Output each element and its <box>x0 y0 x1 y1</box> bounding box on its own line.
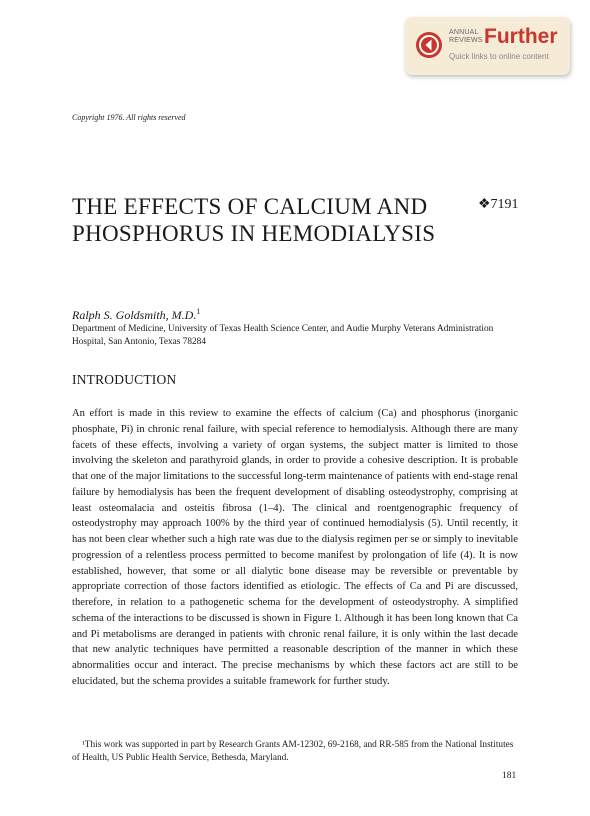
author-name: Ralph S. Goldsmith, M.D. <box>72 308 197 322</box>
funding-footnote-text: ¹This work was supported in part by Research Grants AM-12302, 69-2168, and RR-585 from the National Institutes of Health, US Public Health Service, Bethesda, Maryland. <box>72 740 514 763</box>
copyright-notice: Copyright 1976. All rights reserved <box>72 113 186 122</box>
article-number: ❖7191 <box>478 197 519 212</box>
further-logo-icon <box>415 31 443 59</box>
quick-links-label: Quick links to online content <box>449 52 549 61</box>
author-affiliation: Department of Medicine, University of Texas Health Science Center, and Audie Murphy Veterans Administration Hospital, San Antonio, Texas 78284 <box>72 324 494 347</box>
annual-reviews-further-banner[interactable] <box>405 17 570 75</box>
article-title: THE EFFECTS OF CALCIUM AND PHOSPHORUS IN HEMODIALYSIS <box>72 194 436 246</box>
author-line <box>72 307 200 323</box>
author-footnote-mark: 1 <box>196 307 201 316</box>
funding-footnote <box>72 739 518 764</box>
page-number: 181 <box>502 771 517 781</box>
further-label: Further <box>484 25 558 48</box>
annual-reviews-label: ANNUAL REVIEWS <box>449 29 483 44</box>
section-heading-introduction: INTRODUCTION <box>72 372 177 387</box>
introduction-body: An effort is made in this review to examine the effects of calcium (Ca) and phosphorus (inorganic phosphate, Pi) in chronic renal failure, with special reference to hemodialysis. Although there are many facets of these effects, involving a variety of organ systems, the subject matter is limited to those involving the skeleton and parathyroid glands, in order to provide a cohesive description. It is probable that one of the major limitations to the successful long-term maintenance of patients with end-stage renal failure by hemodialysis has been the frequent development of disabling osteodystrophy, comprising at least osteomalacia and osteitis fibrosa (1–4). The clinical and roentgenographic frequency of osteodystrophy may approach 100% by the third year of continued hemodialysis (5). Until recently, it has not been clear whether such a high rate was due to the dialysis regimen per se or simply to inevitable progression of a relentless process permitted to become manifest by prolongation of life (4). It is now established, however, that some or all dialytic bone disease may be reversible or preventable by appropriate correction of those factors identified as etiologic. The effects of Ca and Pi are discussed, therefore, in relation to a pathogenetic schema for the development of osteodystrophy. A simplified schema of the interactions to be discussed is shown in Figure 1. Although it has been long known that Ca and Pi metabolisms are deranged in patients with chronic renal failure, it is only within the last decade that new analytic techniques have permitted a reasonable description of the manner in which these abnormalities occur and interact. The precise mechanisms by which these factors act are still to be elucidated, but the schema provides a suitable framework for further study. <box>72 408 518 687</box>
